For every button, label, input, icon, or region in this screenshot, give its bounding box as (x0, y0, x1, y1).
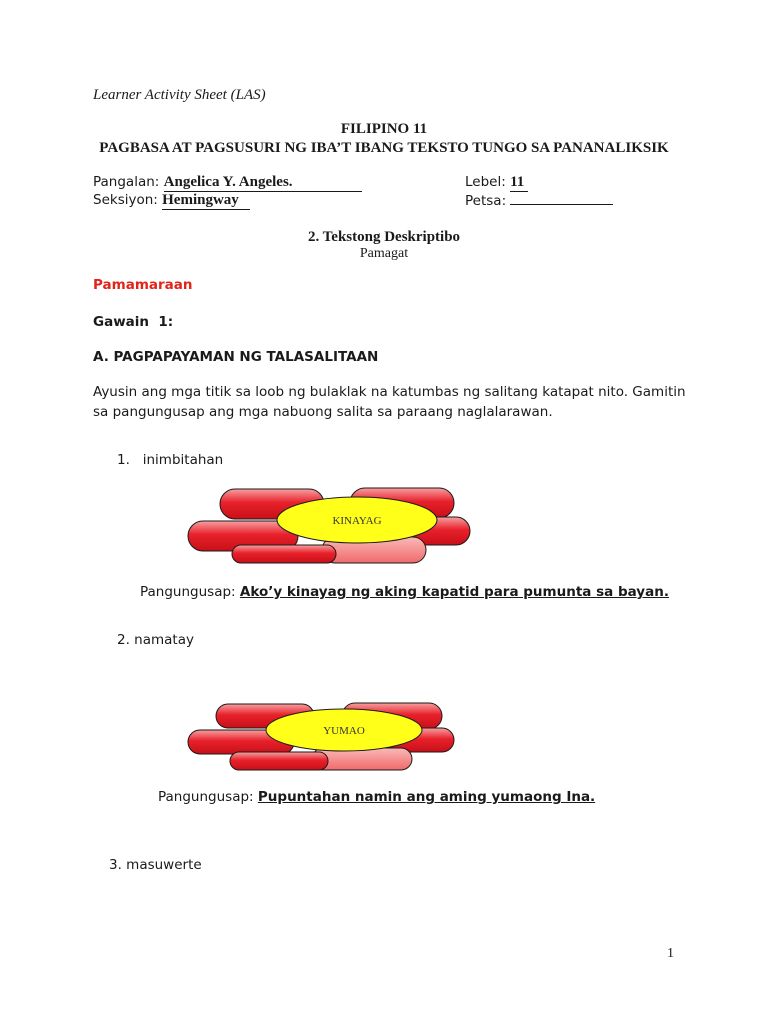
item-2-sentence (158, 789, 595, 805)
lesson-title: 2. Tekstong Deskriptibo (307, 229, 461, 245)
name-label: Pangalan: (93, 174, 160, 190)
page-number: 1 (667, 946, 674, 961)
name-value: Angelica Y. Angeles. (164, 175, 362, 192)
sentence-answer: Pupuntahan namin ang aming yumaong Ina. (257, 789, 596, 805)
sheet-label: Learner Activity Sheet (LAS) (93, 87, 266, 103)
petal (232, 545, 336, 563)
sentence-answer: Ako’y kinayag ng aking kapatid para pumunta sa bayan. (239, 584, 669, 600)
level-value: 11 (510, 175, 528, 192)
instructions: Ayusin ang mga titik sa loob ng bulaklak na katumbas ng salitang katapat nito. Gamitin sa pangungusap ang mga nabuong salita sa paraang naglalarawan. (93, 384, 686, 420)
flower-2 (186, 702, 456, 774)
item-1-sentence (140, 584, 669, 600)
item-1-label: 1. inimbitahan (117, 452, 224, 468)
level-label: Lebel: (465, 174, 506, 190)
activity-heading: Gawain 1: (93, 314, 174, 330)
date-blank (510, 192, 613, 205)
sentence-label: Pangungusap: (158, 789, 254, 805)
sentence-label: Pangungusap: (140, 584, 236, 600)
item-3-label: 3. masuwerte (109, 857, 202, 873)
date-field (465, 192, 613, 209)
petal (230, 752, 328, 770)
flower-2-word: YUMAO (323, 725, 365, 737)
procedure-heading: Pamamaraan (93, 277, 193, 293)
section-label: Seksiyon: (93, 192, 158, 208)
item-2-label: 2. namatay (117, 632, 194, 648)
course-title: PAGBASA AT PAGSUSURI NG IBA’T IBANG TEKSTO TUNGO SA PANANALIKSIK (99, 140, 669, 156)
name-field (93, 174, 362, 192)
section-field (93, 192, 250, 210)
flower-1-word: KINAYAG (332, 515, 382, 527)
section-value: Hemingway (162, 193, 250, 210)
level-field (465, 174, 528, 192)
flower-1 (186, 485, 472, 565)
lesson-subtitle: Pamagat (359, 246, 409, 261)
date-label: Petsa: (465, 193, 507, 209)
part-heading: A. PAGPAPAYAMAN NG TALASALITAAN (93, 349, 379, 365)
subject-title: FILIPINO 11 (340, 121, 428, 137)
